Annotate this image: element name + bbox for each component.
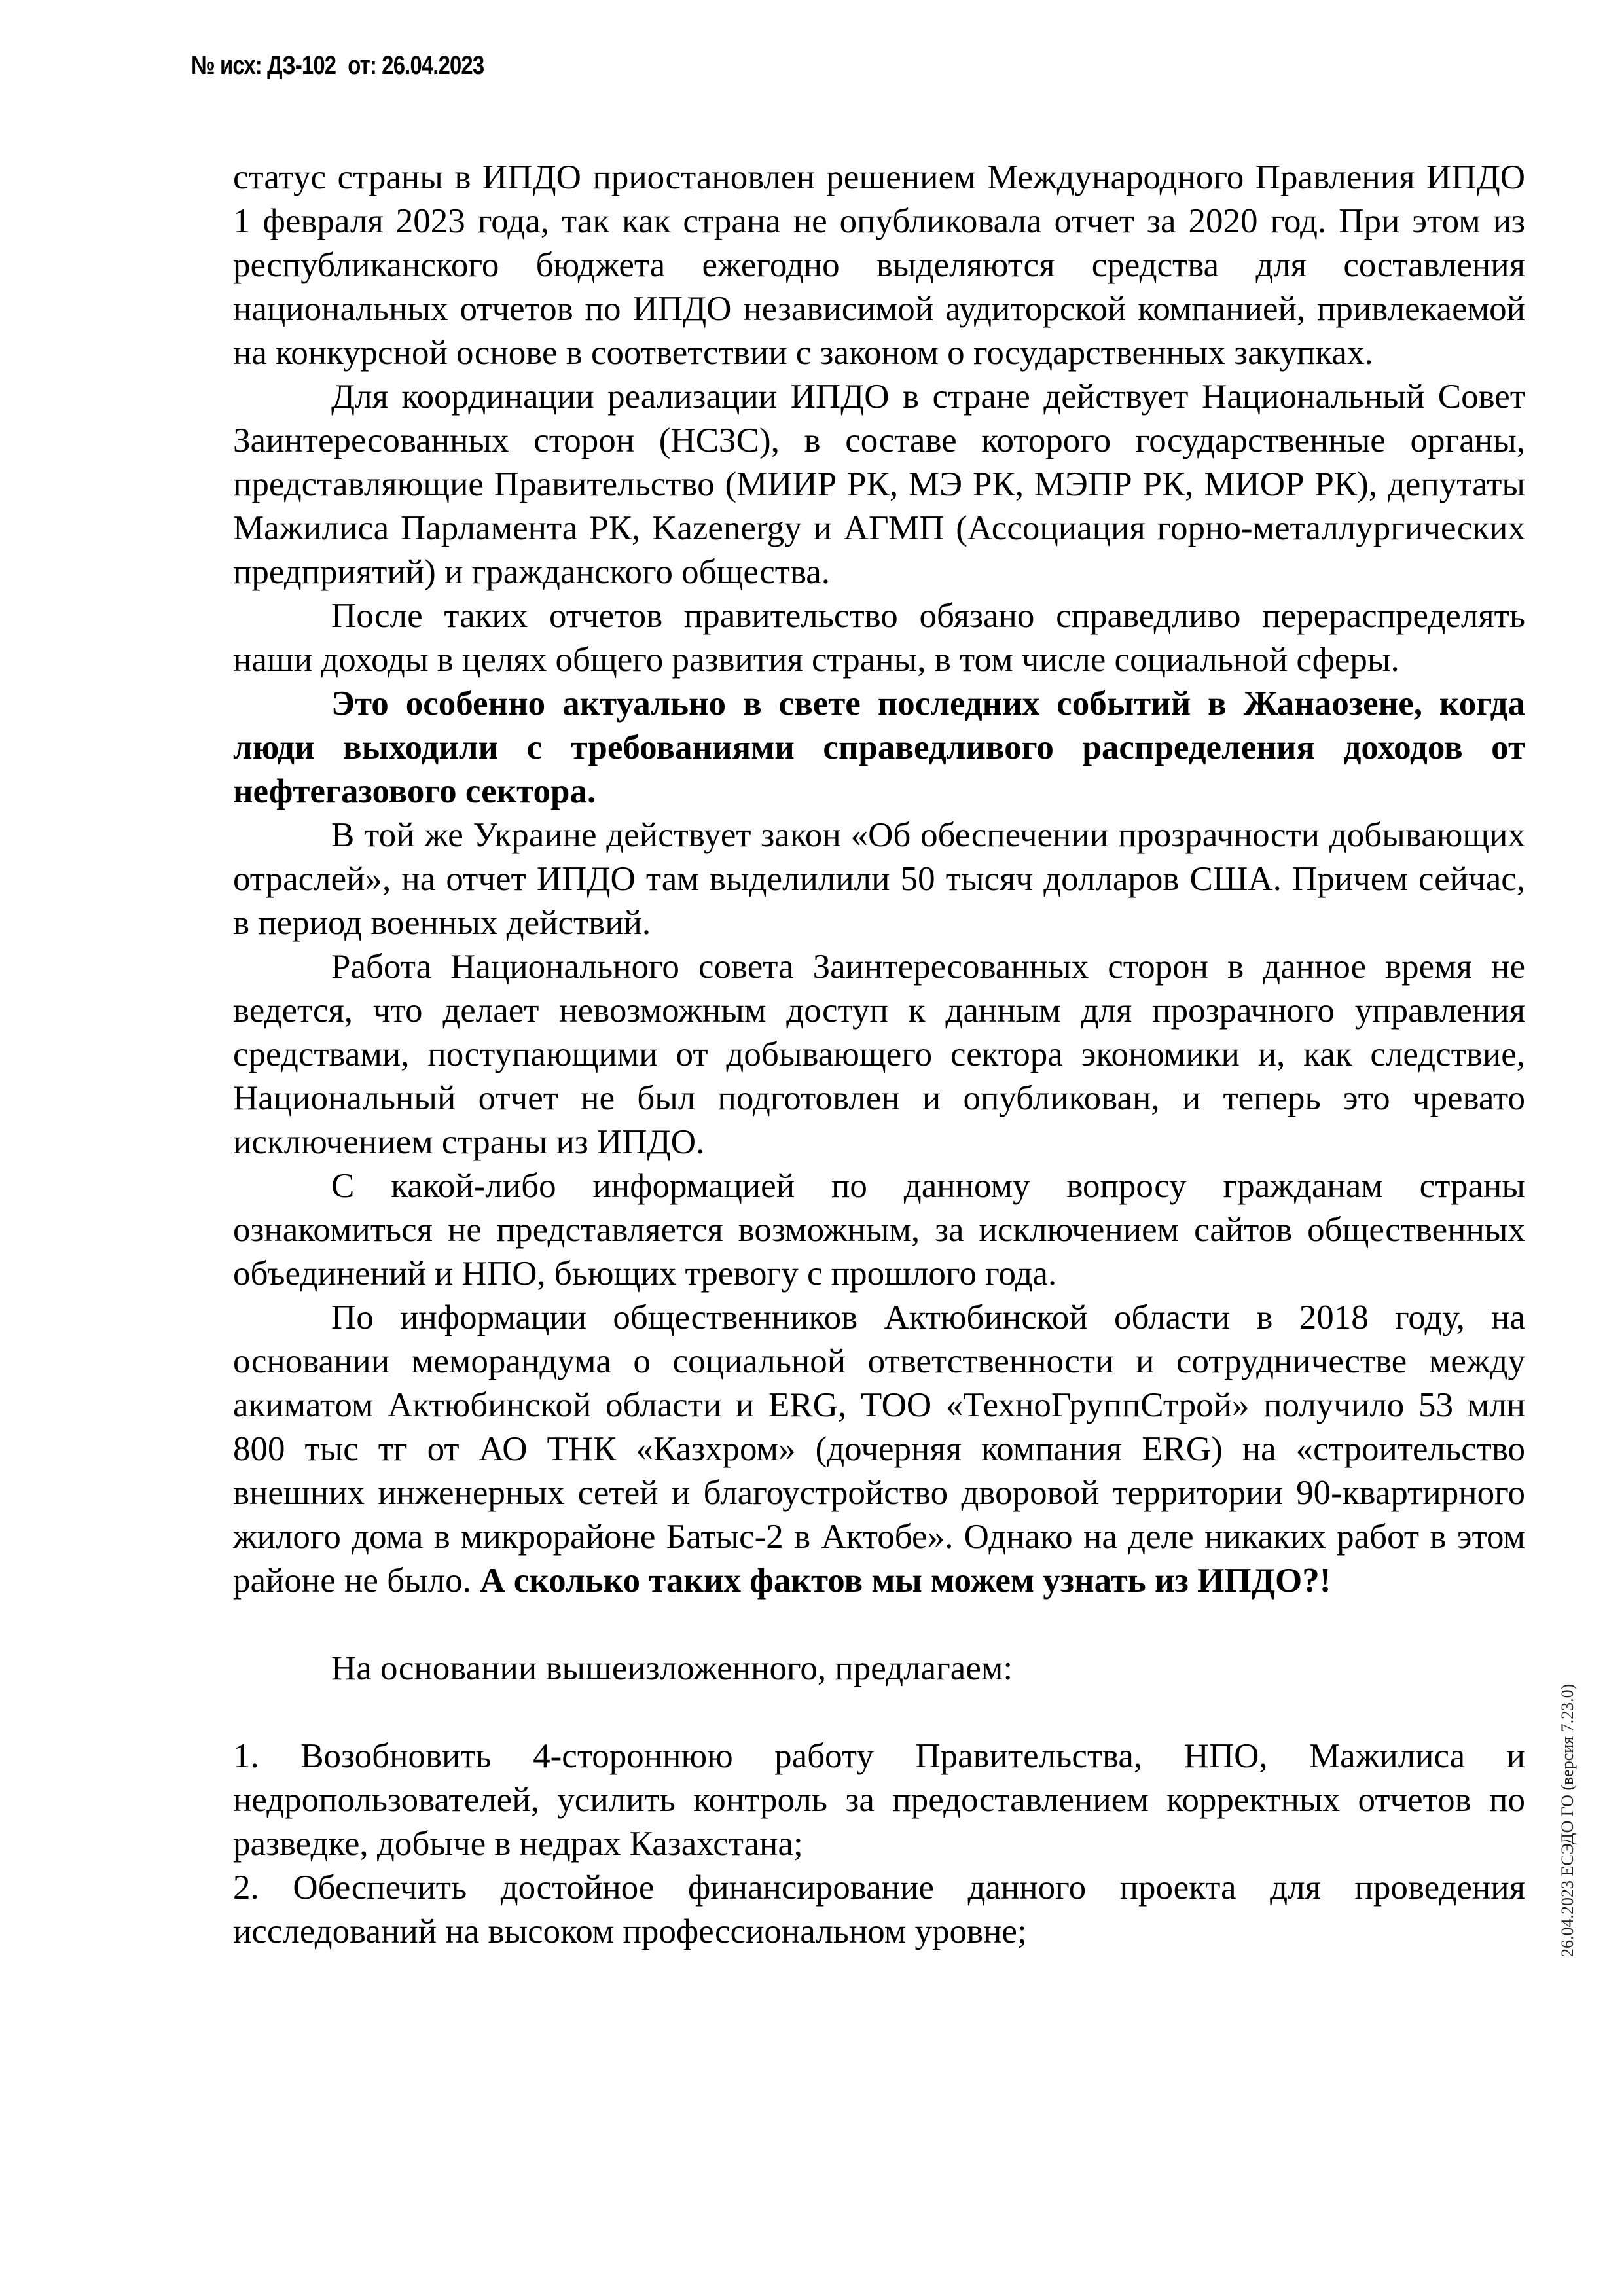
- paragraph-eiti-status: статус страны в ИПДО приостановлен решением Международного Правления ИПДО 1 февраля 2023 года, так как страна не опубликовала отчет за 2020 год. При этом из республиканского бюджета ежегодно выделяются средства для составления национальных отчетов по ИПДО независимой аудиторской компанией, привлекаемой на конкурсной основе в соответствии с законом о государственных закупках.: [233, 158, 1525, 372]
- proposal-item-2: 2. Обеспечить достойное финансирование данного проекта для проведения исследований на высоком профессиональном уровне;: [233, 1869, 1525, 1950]
- spacer: [233, 1603, 1525, 1647]
- paragraph-ukraine-example: В той же Украине действует закон «Об обеспечении прозрачности добывающих отраслей», на отчет ИПДО там выделилили 50 тысяч долларов США. Причем сейчас, в период военных действий.: [233, 816, 1525, 942]
- paragraph-government-obligation: После таких отчетов правительство обязано справедливо перераспределять наши доходы в целях общего развития страны, в том числе социальной сферы.: [233, 597, 1525, 679]
- outgoing-number: № исх: ДЗ-102: [191, 51, 336, 80]
- aktobe-case-emphasis: А сколько таких фактов мы можем узнать из ИПДО?!: [480, 1562, 1331, 1600]
- registration-date: от: 26.04.2023: [348, 51, 484, 80]
- paragraph-stakeholder-council: Для координации реализации ИПДО в стране действует Национальный Совет Заинтересованных сторон (НСЗС), в составе которого государственные органы, представляющие Правительство (МИИР РК, МЭ РК, МЭПР РК, МИОР РК), депутаты Мажилиса Парламента РК, Kazenergy и АГМП (Ассоциация горно-металлургических предприятий) и гражданского общества.: [233, 378, 1525, 591]
- spacer: [233, 1691, 1525, 1734]
- paragraph-aktobe-case: [233, 1296, 1525, 1603]
- document-body: [233, 156, 1525, 1954]
- edms-side-stamp: 26.04.2023 ЕСЭДО ГО (версия 7.23.0): [1558, 1683, 1577, 1957]
- paragraph-zhanaozen-emphasis: Это особенно актуально в свете последних событий в Жанаозене, когда люди выходили с требованиями справедливого распределения доходов от нефтегазового сектора.: [233, 685, 1525, 810]
- paragraph-council-inactive: Работа Национального совета Заинтересованных сторон в данное время не ведется, что делает невозможным доступ к данным для прозрачного управления средствами, поступающими от добывающего сектора экономики и, как следствие, Национальный отчет не был подготовлен и опубликован, и теперь это чревато исключением страны из ИПДО.: [233, 948, 1525, 1161]
- paragraph-proposals-intro: На основании вышеизложенного, предлагаем:: [331, 1649, 1013, 1687]
- document-registration-stamp: [191, 51, 496, 81]
- proposal-item-1: 1. Возобновить 4-стороннюю работу Правительства, НПО, Мажилиса и недропользователей, усилить контроль за предоставлением корректных отчетов по разведке, добыче в недрах Казахстана;: [233, 1737, 1525, 1863]
- paragraph-information-access: С какой-либо информацией по данному вопросу гражданам страны ознакомиться не представляется возможным, за исключением сайтов общественных объединений и НПО, бьющих тревогу с прошлого года.: [233, 1167, 1525, 1293]
- aktobe-case-text: По информации общественников Актюбинской области в 2018 году, на основании меморандума о социальной ответственности и сотрудничестве между акиматом Актюбинской области и ERG, ТОО «ТехноГруппСтрой» получило 53 млн 800 тыс тг от АО ТНК «Казхром» (дочерняя компания ERG) на «строительство внешних инженерных сетей и благоустройство дворовой территории 90-квартирного жилого дома в микрорайоне Батыс-2 в Актобе». Однако на деле никаких работ в этом районе не было.: [233, 1299, 1525, 1600]
